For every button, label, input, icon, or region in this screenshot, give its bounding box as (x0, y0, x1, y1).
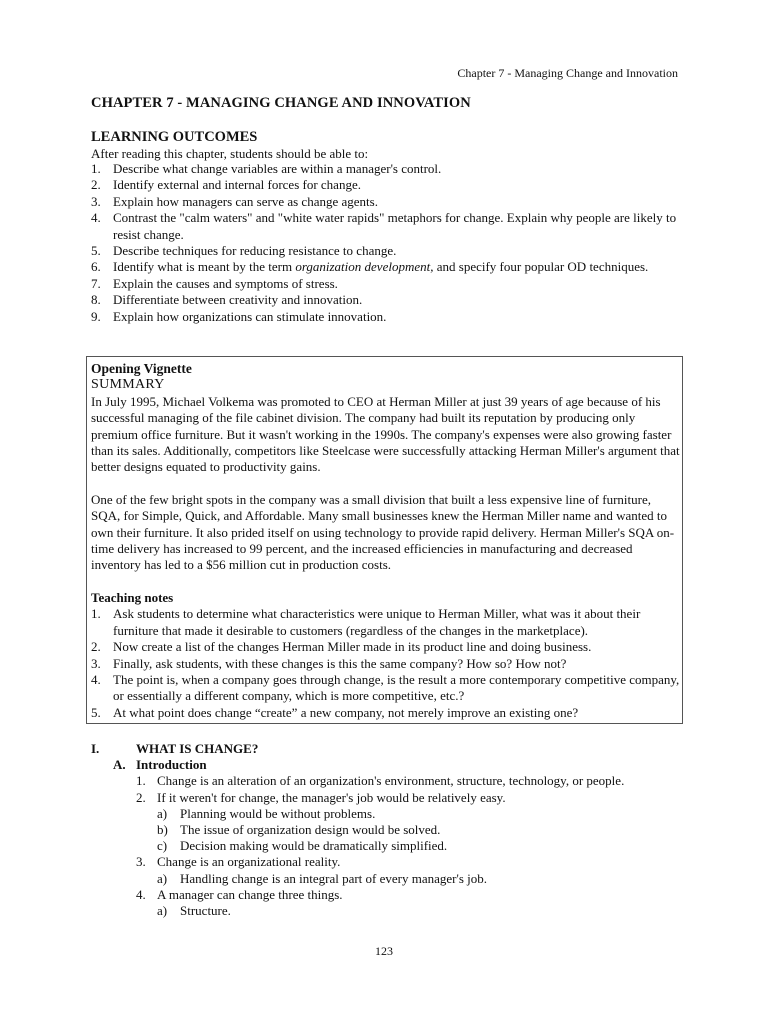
item-number: 6. (91, 259, 101, 275)
item-text: Explain the causes and symptoms of stress. (113, 275, 338, 291)
outline-item (91, 806, 691, 822)
outline-item (91, 822, 691, 838)
outline-item (91, 887, 691, 903)
running-header: Chapter 7 - Managing Change and Innovation (457, 66, 678, 80)
learning-outcomes-heading: LEARNING OUTCOMES (91, 129, 258, 145)
item-text: Now create a list of the changes Herman Miller made in its product line and doing business. (113, 639, 592, 655)
item-text: Change is an organizational reality. (157, 854, 341, 870)
learning-outcomes-intro: After reading this chapter, students should be able to: (91, 146, 369, 161)
item-number: a) (157, 902, 168, 918)
item-text: Structure. (180, 902, 231, 918)
list-item (91, 656, 681, 672)
outline-item (91, 790, 691, 806)
item-number: 9. (91, 308, 101, 324)
item-number: 3. (136, 854, 146, 870)
item-number: 2. (91, 639, 101, 655)
item-number: b) (157, 821, 168, 837)
item-text: The issue of organization design would be solved. (180, 821, 441, 837)
item-text: Identify external and internal forces for change. (113, 177, 361, 193)
outline-item (91, 903, 691, 919)
list-item (91, 210, 681, 243)
outline-item (91, 854, 691, 870)
item-text-before: Identify what is meant by the term (113, 259, 296, 275)
list-item (91, 161, 681, 177)
item-number: 1. (91, 606, 101, 622)
vignette-summary-label: SUMMARY (91, 377, 165, 393)
learning-outcomes-list (91, 161, 681, 325)
vignette-title: Opening Vignette (91, 361, 192, 376)
item-number: 2. (91, 177, 101, 193)
item-text: Contrast the "calm waters" and "white water rapids" metaphors for change. Explain why people are likely to resist change. (113, 210, 677, 242)
item-text: Explain how organizations can stimulate innovation. (113, 308, 387, 324)
item-number: 2. (136, 789, 146, 805)
item-number: 4. (91, 210, 101, 226)
list-item (91, 177, 681, 193)
item-text: Finally, ask students, with these changes is this the same company? How so? How not? (113, 655, 567, 671)
item-text: The point is, when a company goes through change, is the result a more contemporary competitive company, or essentially a different company, which is more competitive, etc.? (113, 671, 680, 704)
item-text: Decision making would be dramatically simplified. (180, 838, 448, 854)
outline-item (91, 871, 691, 887)
item-number: 8. (91, 292, 101, 308)
list-item (91, 705, 681, 721)
list-item (91, 606, 681, 639)
item-number: 5. (91, 704, 101, 720)
list-item (91, 243, 681, 259)
item-text: Describe techniques for reducing resistance to change. (113, 243, 397, 259)
opening-vignette-box (86, 356, 683, 724)
list-item (91, 639, 681, 655)
item-text: Explain how managers can serve as change agents. (113, 193, 378, 209)
teaching-notes-list (91, 606, 681, 721)
item-text: Differentiate between creativity and innovation. (113, 292, 363, 308)
outline-item (91, 773, 691, 789)
list-item (91, 672, 681, 705)
item-number: 4. (136, 886, 146, 902)
list-item (91, 276, 681, 292)
item-text: If it weren't for change, the manager's job would be relatively easy. (157, 789, 506, 805)
outline-item (91, 838, 691, 854)
list-item (91, 292, 681, 308)
subsection-title: Introduction (136, 757, 207, 773)
item-number: 7. (91, 275, 101, 291)
list-item (91, 259, 681, 275)
outline-subsection-heading (91, 757, 691, 773)
section-number: I. (91, 741, 100, 756)
item-number: 4. (91, 671, 101, 687)
item-text: Describe what change variables are within a manager's control. (113, 161, 442, 176)
list-item (91, 309, 681, 325)
chapter-title: CHAPTER 7 - MANAGING CHANGE AND INNOVATION (91, 95, 471, 111)
item-text-after: and specify four popular OD techniques. (433, 259, 649, 275)
list-item (91, 194, 681, 210)
page-number: 123 (375, 944, 393, 958)
item-number: a) (157, 870, 168, 886)
item-number: 1. (136, 773, 146, 789)
section-title: WHAT IS CHANGE? (136, 741, 259, 756)
teaching-notes-heading: Teaching notes (91, 589, 174, 605)
outline-section-heading (91, 741, 691, 757)
item-number: 3. (91, 655, 101, 671)
item-text: Change is an alteration of an organization's environment, structure, technology, or people. (157, 773, 625, 789)
item-text: Planning would be without problems. (180, 805, 376, 821)
item-number: 5. (91, 243, 101, 259)
item-number: 1. (91, 161, 101, 176)
item-text: Ask students to determine what characteristics were unique to Herman Miller, what was it about their furniture that made it desirable to customers (regardless of the changes in the marketplace). (113, 606, 641, 638)
item-text-italic: organization development, (295, 259, 434, 275)
item-text: A manager can change three things. (157, 886, 343, 902)
item-number: 3. (91, 193, 101, 209)
item-number: c) (157, 838, 168, 854)
subsection-number: A. (113, 757, 126, 773)
item-text: At what point does change “create” a new company, not merely improve an existing one? (113, 704, 579, 720)
chapter-outline (91, 741, 691, 919)
item-text: Handling change is an integral part of every manager's job. (180, 870, 488, 886)
vignette-paragraph: In July 1995, Michael Volkema was promoted to CEO at Herman Miller at just 39 years of age because of his successful managing of the file cabinet division. The company had built its reputation by producing only premium office furniture. But it wasn't working in the 1990s. The company's expenses were also growing faster than its sales. Additionally, competitors like Steelcase were successfully attacking Herman Miller's argument that better designs equated to productivity gains. (91, 393, 680, 475)
opening-vignette-content (91, 361, 681, 721)
item-number: a) (157, 805, 168, 821)
vignette-paragraph: One of the few bright spots in the company was a small division that built a less expensive line of furniture, SQA, for Simple, Quick, and Affordable. Many small businesses knew the Herman Miller name and wanted to own their furniture. It also prided itself on using technology to provide rapid delivery. Herman Miller's SQA on-time delivery has increased to 99 percent, and the increased efficiencies in manufacturing and decreased inventory has led to a $56 million cut in production costs. (91, 491, 675, 573)
